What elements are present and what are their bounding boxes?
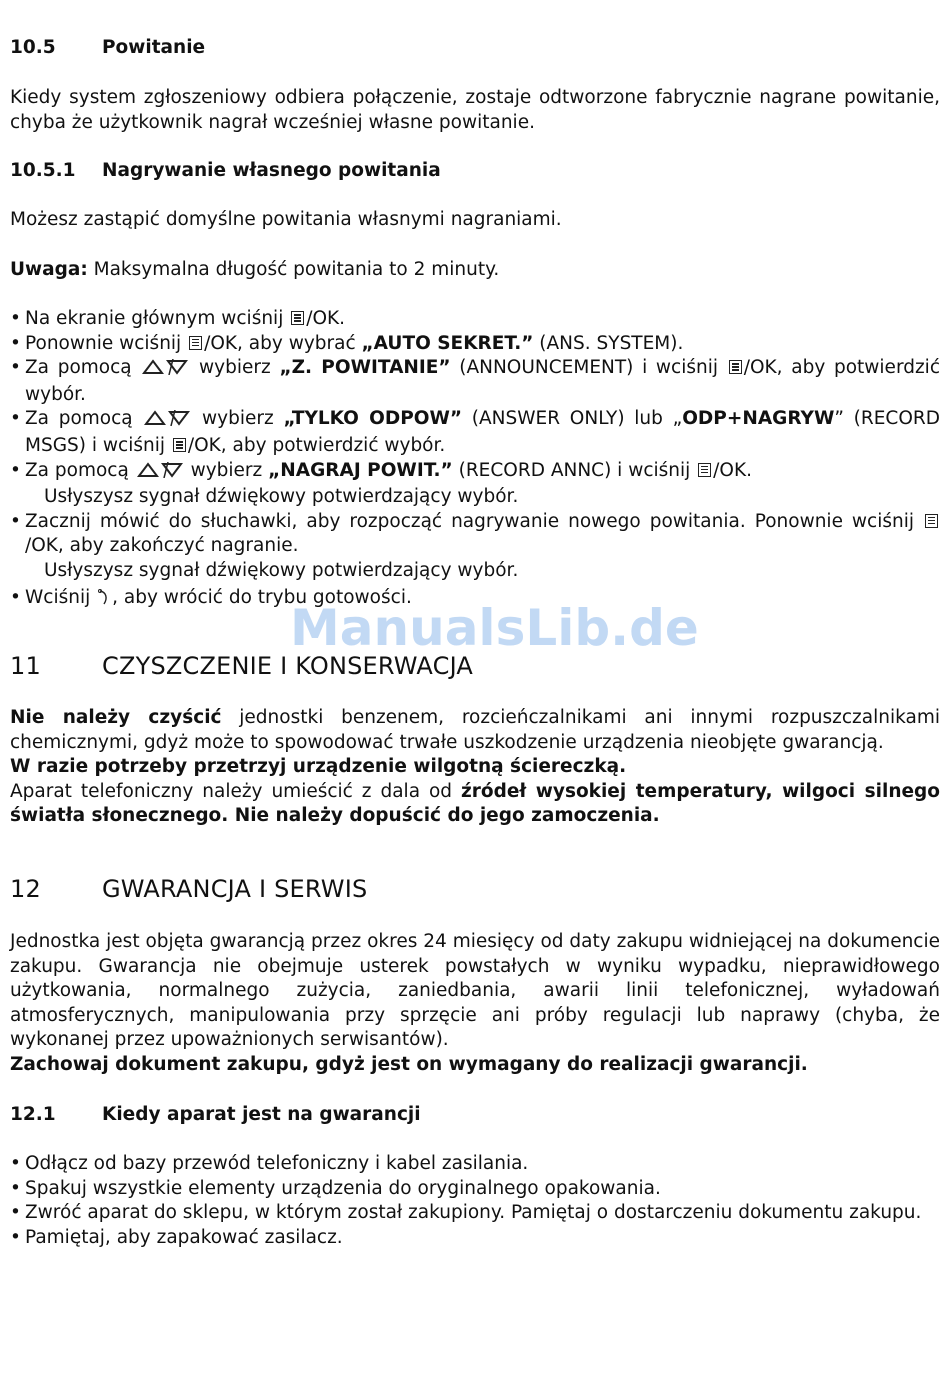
section-number: 10.5 (10, 37, 56, 58)
step-text: , aby wrócić do trybu gotowości. (112, 586, 412, 608)
warranty-bold: Zachowaj dokument zakupu, gdyż jest on wymagany do realizacji gwarancji. (10, 1053, 808, 1075)
menu-icon (925, 514, 938, 528)
step-text: Ponownie wciśnij (25, 332, 188, 354)
step-text: Zacznij mówić do słuchawki, aby rozpocząć nagrywanie nowego powitania. Ponownie wciśnij (25, 510, 923, 532)
step-text: /OK. (713, 459, 752, 481)
section-number: 12.1 (10, 1104, 56, 1125)
list-item: • Zwróć aparat do sklepu, w którym został zakupiony. Pamiętaj o dostarczeniu dokumentu zakupu. (10, 1201, 940, 1226)
list-item: • Spakuj wszystkie elementy urządzenia do oryginalnego opakowania. (10, 1177, 940, 1202)
warranty-text: Jednostka jest objęta gwarancją przez okres 24 miesięcy od daty zakupu widniejącej na dokumencie zakupu. Gwarancja nie obejmuje usterek powstałych w wyniku wypadku, nieprawidłowego użytkowania, normalnego zużycia, zaniedbania, awarii linii telefonicznej, wyładowań atmosferycznych, manipulowania przy sprzęcie ani próby regulacji lub naprawy (chyba, że wykonanej przez upoważnionych serwisantów). (10, 931, 940, 1051)
menu-icon (173, 438, 186, 452)
section-title: Kiedy aparat jest na gwarancji (102, 1104, 421, 1125)
warranty-steps-list (10, 1152, 940, 1250)
list-item (10, 510, 940, 584)
note-text: Maksymalna długość powitania to 2 minuty. (87, 259, 500, 280)
step-text: wybierz (184, 459, 269, 481)
list-item (10, 356, 940, 407)
paragraph-warranty (10, 930, 940, 1078)
section-heading-11 (10, 654, 473, 679)
step-text: wybierz (192, 408, 284, 430)
placement-text: Aparat telefoniczny należy umieścić z dala od (10, 780, 462, 802)
list-item (10, 459, 940, 510)
placement-bold: źródeł wysokiej temperatury, wilgoci silnego światła słonecznego. Nie należy dopuścić do jego zamoczenia. (10, 780, 940, 827)
section-title: CZYSZCZENIE I KONSERWACJA (102, 652, 474, 680)
warning-bold: Nie należy czyścić (10, 707, 222, 728)
step-text: ” (RECORD MSGS) i wciśnij (25, 408, 940, 456)
confirmation-note: Usłyszysz sygnał dźwiękowy potwierdzający wybór. (44, 559, 519, 581)
menu-option-name: „AUTO SEKRET.” (361, 332, 534, 354)
section-title: Nagrywanie własnego powitania (102, 160, 441, 181)
step-text: Za pomocą (25, 459, 135, 481)
placement-advice (10, 780, 940, 829)
menu-option-name: „NAGRAJ POWIT.” (268, 459, 453, 481)
menu-icon (729, 360, 742, 374)
confirmation-note: Usłyszysz sygnał dźwiękowy potwierdzający wybór. (44, 486, 519, 508)
section-number: 10.5.1 (10, 160, 76, 181)
step-text: /OK, aby zakończyć nagranie. (25, 535, 299, 557)
list-item (10, 586, 940, 614)
cleaning-instruction (10, 755, 940, 780)
section-number: 12 (10, 875, 41, 903)
warning-text: jednostki benzenem, rozcieńczalnikami ani innymi rozpuszczalnikami chemicznymi, gdyż może to spowodować trwałe uszkodzenie urządzenia nieobjęte gwarancją. (10, 707, 940, 753)
step-text: /OK. (306, 308, 346, 329)
step-text: (ANNOUNCEMENT) i wciśnij (450, 357, 727, 379)
menu-option-name: „Z. POWITANIE” (279, 357, 451, 379)
menu-icon (189, 336, 202, 350)
step-text: /OK, aby potwierdzić wybór. (187, 434, 446, 456)
step-text: (ANS. SYSTEM). (533, 332, 684, 354)
step-text: Za pomocą (25, 408, 143, 430)
menu-option-name: ODP+NAGRYW (682, 408, 835, 430)
up-down-arrows-icon (142, 358, 188, 383)
menu-icon (291, 311, 304, 325)
step-text: Za pomocą (25, 357, 141, 379)
section-heading-12-1 (10, 1103, 421, 1128)
intro-text: Możesz zastąpić domyślne powitania własnymi nagraniami. (10, 209, 562, 230)
section-title: GWARANCJA I SERWIS (102, 875, 368, 903)
paragraph-powitanie: Kiedy system zgłoszeniowy odbiera połączenie, zostaje odtworzone fabrycznie nagrane powitanie, chyba że użytkownik nagrał wcześniej własne powitanie. (10, 87, 940, 133)
list-item (10, 332, 940, 357)
menu-icon (698, 463, 711, 477)
instruction-bold: W razie potrzeby przetrzyj urządzenie wilgotną ściereczką. (10, 756, 627, 778)
list-item: • Pamiętaj, aby zapakować zasilacz. (10, 1226, 940, 1251)
note-label: Uwaga: (10, 259, 88, 280)
step-text: wybierz (190, 357, 280, 379)
watermark: ManualsLib.de (290, 599, 699, 657)
list-item (10, 307, 940, 332)
section-heading-10-5-1 (10, 159, 441, 184)
note-line (10, 258, 499, 283)
menu-option-name: „TYLKO ODPOW” (283, 408, 463, 430)
section-heading-12 (10, 877, 367, 902)
up-down-arrows-icon (144, 409, 190, 434)
list-item: • Odłącz od bazy przewód telefoniczny i kabel zasilania. (10, 1152, 940, 1177)
paragraph-cleaning (10, 706, 940, 829)
list-item (10, 407, 940, 458)
end-call-icon (97, 588, 111, 614)
step-text: (RECORD ANNC) i wciśnij (452, 459, 697, 481)
step-text: /OK, aby potwierdzić wybór. (25, 357, 940, 405)
warranty-bold-line (10, 1053, 940, 1078)
up-down-arrows-icon (137, 461, 183, 486)
section-heading-10-5 (10, 36, 205, 61)
step-text: Wciśnij (25, 586, 97, 608)
section-title: Powitanie (102, 37, 206, 58)
steps-list (10, 307, 940, 613)
step-text: Na ekranie głównym wciśnij (25, 308, 290, 329)
step-text: /OK, aby wybrać (204, 332, 362, 354)
cleaning-warning (10, 706, 940, 755)
section-number: 11 (10, 652, 41, 680)
step-text: (ANSWER ONLY) lub „ (462, 408, 683, 430)
